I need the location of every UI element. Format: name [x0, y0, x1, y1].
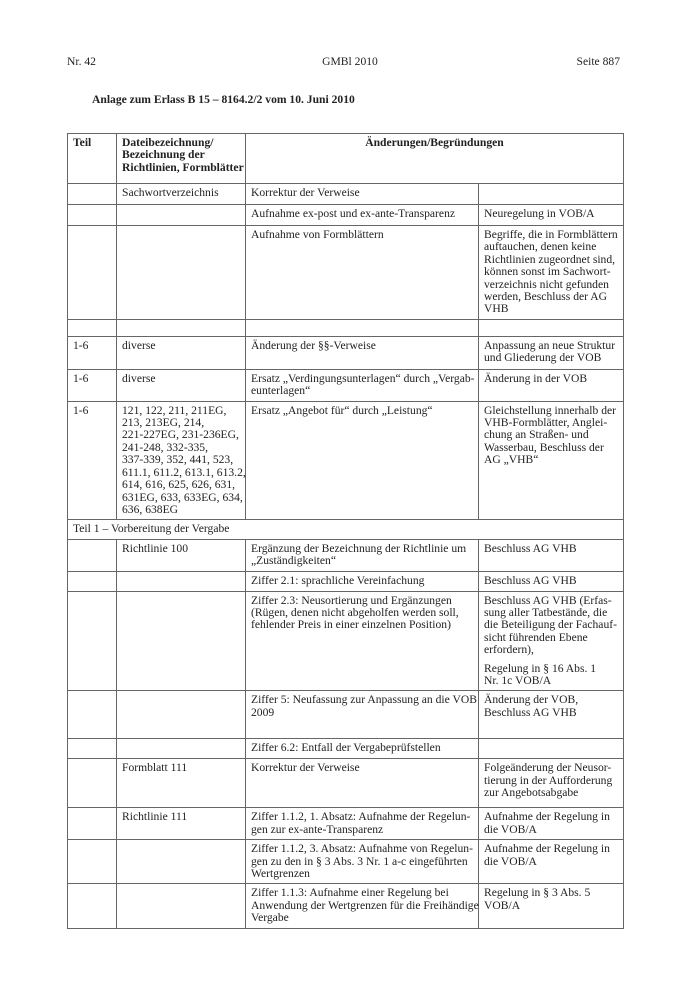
cell-teil — [68, 226, 117, 320]
table-body — [68, 184, 624, 929]
cell-begruendung — [479, 739, 624, 759]
cell-line: 241-248, 332-335, — [122, 440, 208, 454]
cell-line: Änderung der VOB, — [484, 693, 579, 707]
cell-line: Anwendung der Wertgrenzen für die Freihändige — [251, 898, 479, 912]
table-row — [68, 691, 624, 739]
cell-teil — [68, 319, 117, 336]
cell-line: 614, 616, 625, 626, 631, — [122, 478, 236, 492]
cell-line: VOB/A — [484, 898, 521, 912]
cell-aenderung — [246, 808, 479, 840]
cell-dateibezeichnung — [117, 205, 246, 226]
table-row — [68, 884, 624, 928]
cell-teil — [68, 336, 117, 369]
table-row — [68, 401, 624, 520]
cell-line: AG „VHB“ — [484, 453, 539, 467]
cell-line: 213, 213EG, 214, — [122, 416, 205, 430]
cell-begruendung — [479, 336, 624, 369]
header-dateibezeichnung — [117, 134, 246, 184]
cell-aenderung — [246, 336, 479, 369]
cell-line: Formblatt 111 — [122, 761, 188, 775]
cell-begruendung — [479, 691, 624, 739]
cell-line: VHB — [484, 302, 509, 316]
cell-line: Wertgrenzen — [251, 867, 310, 880]
cell-line: die Beteiligung der Fachauf- — [484, 618, 617, 632]
cell-line: Ersatz „Angebot für“ durch „Leistung“ — [251, 403, 433, 417]
document-subtitle: Anlage zum Erlass B 15 – 8164.2/2 vom 10. Juni 2010 — [92, 93, 355, 106]
table-row — [68, 591, 624, 691]
cell-line: 1-6 — [73, 403, 89, 417]
table-row — [68, 226, 624, 320]
header-aenderungen — [246, 134, 624, 184]
cell-line: können sonst im Sachwort- — [484, 265, 611, 279]
cell-line: Ziffer 1.1.2, 3. Absatz: Aufnahme von Regelun- — [251, 842, 473, 856]
table-row — [68, 539, 624, 571]
journal-title: GMBl 2010 — [322, 55, 378, 68]
cell-begruendung — [479, 205, 624, 226]
page-number: Seite 887 — [576, 55, 620, 68]
cell-line: Begriffe, die in Formblättern — [484, 228, 618, 241]
cell-line: Ziffer 5: Neufassung zur Anpassung an die VOB — [251, 693, 477, 707]
cell-line: Aufnahme der Regelung in — [484, 810, 610, 824]
cell-aenderung — [246, 539, 479, 571]
cell-dateibezeichnung — [117, 808, 246, 840]
cell-line: 2009 — [251, 705, 275, 719]
cell-dateibezeichnung — [117, 319, 246, 336]
cell-begruendung — [479, 319, 624, 336]
table-row — [68, 336, 624, 369]
table-row — [68, 571, 624, 591]
table-row — [68, 319, 624, 336]
cell-aenderung — [246, 369, 479, 401]
cell-line: Neuregelung in VOB/A — [484, 207, 595, 220]
cell-line: tierung in der Aufforderung — [484, 773, 613, 787]
cell-line: zur Angebotsabgabe — [484, 786, 579, 800]
cell-line: 611.1, 611.2, 613.1, 613.2, — [122, 465, 246, 479]
cell-line: „Zuständigkeiten“ — [251, 554, 336, 568]
cell-teil — [68, 884, 117, 928]
cell-line: Teil — [73, 136, 92, 149]
cell-line: Änderung in der VOB — [484, 371, 588, 385]
table-row — [68, 840, 624, 884]
cell-line: Richtlinien, Formblätter — [122, 160, 244, 174]
cell-dateibezeichnung — [117, 336, 246, 369]
cell-line: Ziffer 1.1.2, 1. Absatz: Aufnahme der Regelun- — [251, 810, 471, 824]
cell-line: Folgeänderung der Neusor- — [484, 761, 612, 775]
cell-teil — [68, 369, 117, 401]
cell-teil — [68, 591, 117, 691]
cell-dateibezeichnung — [117, 401, 246, 520]
cell-line: VHB-Formblätter, Anglei- — [484, 416, 608, 430]
cell-line: Anpassung an neue Struktur — [484, 338, 616, 352]
table-row — [68, 369, 624, 401]
cell-line: auftauchen, denen keine — [484, 240, 597, 254]
cell-line: Ergänzung der Bezeichnung der Richtlinie um — [251, 541, 467, 555]
cell-line: die VOB/A — [484, 822, 537, 836]
cell-line: Beschluss AG VHB — [484, 705, 577, 719]
cell-line: Ziffer 2.3: Neusortierung und Ergänzungen — [251, 593, 452, 607]
cell-line: Dateibezeichnung/ — [122, 136, 214, 149]
cell-line: diverse — [122, 371, 156, 385]
issue-number: Nr. 42 — [67, 55, 96, 68]
cell-line: Regelung in § 16 Abs. 1 — [484, 661, 597, 675]
cell-aenderung — [246, 205, 479, 226]
cell-dateibezeichnung — [117, 840, 246, 884]
header-teil — [68, 134, 117, 184]
cell-begruendung — [479, 184, 624, 205]
table-row — [68, 759, 624, 808]
cell-dateibezeichnung — [117, 571, 246, 591]
cell-line: sicht führenden Ebene — [484, 630, 588, 644]
cell-line: Aufnahme der Regelung in — [484, 842, 610, 856]
cell-line: Ziffer 1.1.3: Aufnahme einer Regelung bei — [251, 886, 449, 900]
cell-line: 636, 638EG — [122, 502, 179, 516]
cell-teil — [68, 184, 117, 205]
table-header-row — [68, 134, 624, 184]
cell-line: fehlender Preis in einer einzelnen Position) — [251, 618, 451, 632]
cell-line: Vergabe — [251, 911, 289, 925]
cell-line: Beschluss AG VHB — [484, 541, 577, 555]
cell-aenderung — [246, 319, 479, 336]
cell-teil — [68, 691, 117, 739]
cell-begruendung — [479, 884, 624, 928]
cell-line: Richtlinie 100 — [122, 541, 189, 555]
cell-line: chung an Straßen- und — [484, 428, 589, 442]
cell-line: 1-6 — [73, 371, 89, 385]
cell-dateibezeichnung — [117, 539, 246, 571]
cell-line: Nr. 1c VOB/A — [484, 673, 552, 687]
cell-line: Änderungen/Begründungen — [365, 136, 504, 149]
cell-line: Beschluss AG VHB — [484, 573, 577, 587]
cell-dateibezeichnung — [117, 369, 246, 401]
changes-table — [67, 133, 624, 929]
cell-aenderung — [246, 591, 479, 691]
cell-begruendung — [479, 401, 624, 520]
cell-teil — [68, 401, 117, 520]
cell-line: (Rügen, denen nicht abgeholfen werden soll, — [251, 605, 459, 619]
cell-dateibezeichnung — [117, 759, 246, 808]
cell-aenderung — [246, 571, 479, 591]
cell-line: Gleichstellung innerhalb der — [484, 403, 616, 417]
cell-line: gen zur ex-ante-Transparenz — [251, 822, 384, 836]
cell-begruendung — [479, 759, 624, 808]
cell-aenderung — [246, 226, 479, 320]
cell-aenderung — [246, 401, 479, 520]
cell-begruendung — [479, 369, 624, 401]
cell-begruendung — [479, 591, 624, 691]
cell-line: 121, 122, 211, 211EG, — [122, 403, 227, 417]
cell-begruendung — [479, 571, 624, 591]
cell-teil — [68, 808, 117, 840]
cell-line: 1-6 — [73, 338, 89, 352]
cell-aenderung — [246, 759, 479, 808]
cell-line: Aufnahme ex-post und ex-ante-Transparenz — [251, 207, 456, 220]
cell-begruendung — [479, 226, 624, 320]
cell-line: Bezeichnung der — [122, 148, 205, 162]
cell-teil — [68, 759, 117, 808]
cell-begruendung — [479, 840, 624, 884]
cell-line: diverse — [122, 338, 156, 352]
cell-line: 221-227EG, 231-236EG, — [122, 428, 239, 442]
cell-teil — [68, 739, 117, 759]
cell-line: Änderung der §§-Verweise — [251, 338, 376, 352]
cell-teil — [68, 571, 117, 591]
cell-dateibezeichnung — [117, 226, 246, 320]
table-row — [68, 808, 624, 840]
cell-line: Richtlinien zugeordnet sind, — [484, 252, 616, 266]
cell-begruendung — [479, 539, 624, 571]
cell-teil — [68, 539, 117, 571]
cell-line: Korrektur der Verweise — [251, 186, 360, 199]
cell-aenderung — [246, 184, 479, 205]
cell-line: verzeichnis nicht gefunden — [484, 277, 609, 291]
cell-line: Richtlinie 111 — [122, 810, 188, 824]
cell-line: sung aller Tatbestände, die — [484, 605, 608, 619]
cell-line: erfordern), — [484, 643, 534, 657]
cell-line: Ziffer 6.2: Entfall der Vergabeprüfstellen — [251, 741, 441, 755]
cell-line: Aufnahme von Formblättern — [251, 228, 384, 241]
cell-teil — [68, 205, 117, 226]
cell-line: 631EG, 633, 633EG, 634, — [122, 490, 243, 504]
cell-dateibezeichnung — [117, 884, 246, 928]
cell-line: 337-339, 352, 441, 523, — [122, 453, 234, 467]
cell-line: Sachwortverzeichnis — [122, 186, 219, 199]
cell-line: Wasserbau, Beschluss der — [484, 440, 604, 454]
cell-aenderung — [246, 739, 479, 759]
cell-teil — [68, 840, 117, 884]
section-title: Teil 1 – Vorbereitung der Vergabe — [68, 520, 624, 539]
cell-dateibezeichnung — [117, 691, 246, 739]
cell-line: gen zu den in § 3 Abs. 3 Nr. 1 a-c eingeführten — [251, 854, 468, 868]
cell-begruendung — [479, 808, 624, 840]
cell-line: Beschluss AG VHB (Erfas- — [484, 593, 612, 607]
cell-line: Regelung in § 3 Abs. 5 — [484, 886, 591, 900]
section-row — [68, 520, 624, 539]
table-row — [68, 739, 624, 759]
cell-dateibezeichnung — [117, 184, 246, 205]
cell-line: und Gliederung der VOB — [484, 351, 602, 365]
cell-line: Ziffer 2.1: sprachliche Vereinfachung — [251, 573, 425, 587]
cell-line: werden, Beschluss der AG — [484, 290, 607, 304]
cell-dateibezeichnung — [117, 739, 246, 759]
cell-dateibezeichnung — [117, 591, 246, 691]
table-row — [68, 184, 624, 205]
cell-line: die VOB/A — [484, 854, 537, 868]
table-row — [68, 205, 624, 226]
cell-line: Ersatz „Verdingungsunterlagen“ durch „Vergab- — [251, 371, 475, 385]
cell-line: Korrektur der Verweise — [251, 761, 360, 775]
cell-aenderung — [246, 884, 479, 928]
cell-aenderung — [246, 691, 479, 739]
cell-line: eunterlagen“ — [251, 384, 311, 398]
cell-aenderung — [246, 840, 479, 884]
